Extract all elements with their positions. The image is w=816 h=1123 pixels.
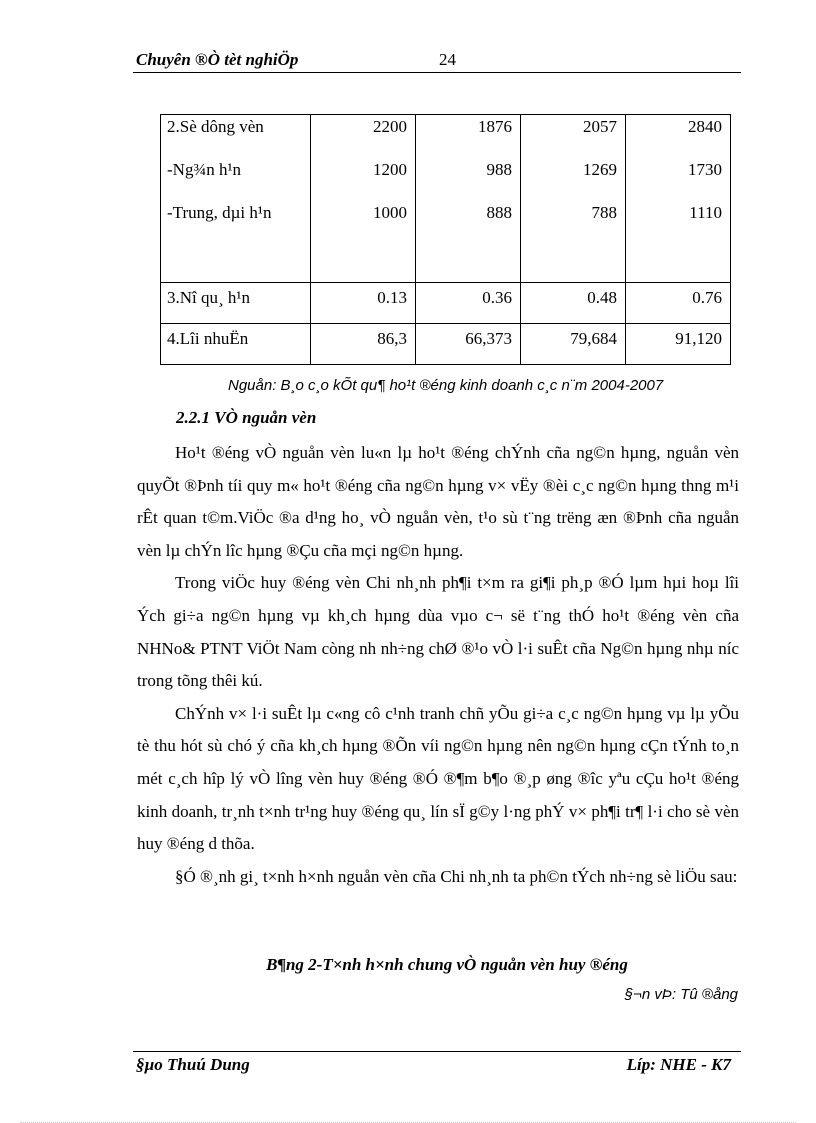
table-value: 2057 [583,117,617,136]
header-rule [133,72,741,73]
table-row [161,324,731,365]
section-heading: 2.2.1 VÒ nguån vèn [176,408,317,427]
table-value: 0.36 [482,288,512,307]
table-value: 1000 [373,203,407,222]
row-label: -Trung, dµi h¹n [167,203,272,222]
table-value: 788 [591,203,617,222]
paragraph: Trong viÖc huy ®éng vèn Chi nh¸nh ph¶i t×m ra gi¶i ph¸p ®Ó lµm hµi hoµ lîi Ých gi÷a ng©n hµng vµ kh¸ch hµng dùa vµo c¬ së t¨ng thÓ ho¹t ®éng vèn cña NHNo& PTNT ViÖt Nam còng nh nh÷ng chØ ®¹o vÒ l·i suÊt cña Ng©n hµng nhµ níc trong tõng thêi kú. [137,573,739,691]
table-value: 2840 [688,117,722,136]
table-value: 0.48 [587,288,617,307]
table-cell-labels [161,115,311,283]
page-footer [133,1051,741,1081]
table-value: 66,373 [465,329,512,348]
table-value: 0.76 [692,288,722,307]
data-table [160,114,731,365]
table-value: 988 [486,160,512,179]
table-row [161,115,731,283]
table-cell-year-2 [416,115,521,283]
row-label: 3.Nî qu¸ h¹n [167,288,251,307]
unit-note: §¬n vÞ: Tû ®ång [624,986,738,1003]
table-value: 0.13 [377,288,407,307]
table-value: 1200 [373,160,407,179]
table-value: 91,120 [675,329,722,348]
table-value: 1269 [583,160,617,179]
footer-rule [133,1051,741,1052]
row-label: 2.Sè dông vèn [167,117,264,136]
footer-author: §µo Thuú Dung [136,1055,250,1074]
row-label: 4.Lîi nhuËn [167,329,249,348]
table-row [161,283,731,324]
table-value: 1110 [689,203,722,222]
table-value: 1730 [688,160,722,179]
body-text [137,437,739,893]
table-cell-year-3 [521,115,626,283]
table-cell-year-4 [626,115,731,283]
table-value: 79,684 [570,329,617,348]
table-source-note: Nguån: B¸o c¸o kÕt qu¶ ho¹t ®éng kinh doanh c¸c n¨m 2004-2007 [228,377,664,394]
table-title: B¶ng 2-T×nh h×nh chung vÒ nguån vèn huy ®éng [266,955,628,974]
table-value: 86,3 [377,329,407,348]
paragraph: ChÝnh v× l·i suÊt lµ c«ng cô c¹nh tranh chñ yÕu gi÷a c¸c ng©n hµng vµ lµ yÕu tè thu hót sù chó ý cña kh¸ch hµng ®Õn víi ng©n hµng nên ng©n hµng cÇn tÝnh to¸n mét c¸ch hîp lý vÒ lîng vèn huy ®éng ®Ó ®¶m b¶o ®¸p øng ®îc yªu cÇu ho¹t ®éng kinh doanh, tr¸nh t×nh tr¹ng huy ®éng qu¸ lín sÏ g©y l·ng phÝ v× ph¶i tr¶ l·i cho sè vèn huy ®éng d thõa. [137,703,739,854]
table-value: 888 [486,203,512,222]
paragraph: §Ó ®¸nh gi¸ t×nh h×nh nguån vèn cña Chi nh¸nh ta ph©n tÝch nh÷ng sè liÖu sau: [175,866,738,886]
page-number: 24 [439,50,456,69]
page-header [133,48,741,72]
footer-class: Líp: NHE - K7 [626,1055,731,1074]
header-title: Chuyên ®Ò tèt nghiÖp [136,50,299,69]
table-cell-year-1 [311,115,416,283]
paragraph: Ho¹t ®éng vÒ nguån vèn lu«n lµ ho¹t ®éng chÝnh cña ng©n hµng, nguån vèn quyÕt ®Þnh tíi quy m« ho¹t ®éng cña ng©n hµng v× vËy ®èi c¸c ng©n hµng thng m¹i rÊt quan t©m.ViÖc ®a d¹ng ho¸ vÒ nguån vèn, t¹o sù t¨ng trëng æn ®Þnh cña nguån vèn lµ chÝn lîc hµng ®Çu cña mçi ng©n hµng. [137,443,739,560]
table-value: 1876 [478,117,512,136]
row-label: -Ng¾n h¹n [167,160,242,179]
table-value: 2200 [373,117,407,136]
